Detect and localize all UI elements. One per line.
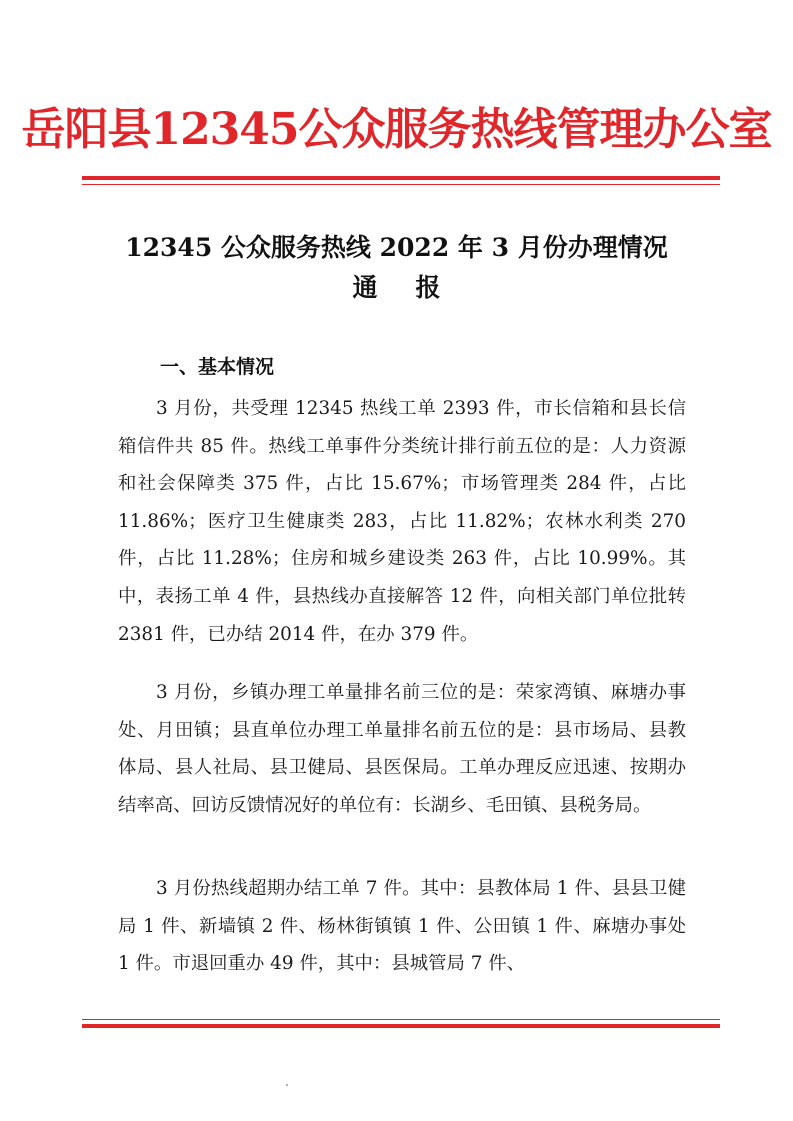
page-mark	[286, 1084, 288, 1086]
footer-rule-thin	[82, 1019, 720, 1020]
header-rule-thick	[82, 176, 720, 180]
header-rule-thin	[82, 184, 720, 185]
paragraph-unit-ranking: 3 月份，乡镇办理工单量排名前三位的是：荣家湾镇、麻塘办事处、月田镇；县直单位办理工单量排名前五位的是：县市场局、县教体局、县人社局、县卫健局、县医保局。工单办理反应迅速、按期办结率高、回访反馈情况好的单位有：长湖乡、毛田镇、县税务局。	[118, 682, 686, 816]
footer-rule-thick	[82, 1024, 720, 1028]
paragraph-overdue-orders: 3 月份热线超期办结工单 7 件。其中：县教体局 1 件、县县卫健局 1 件、新墙镇 2 件、杨林街镇镇 1 件、公田镇 1 件、麻塘办事处 1 件。市退回重办 49 件，其中：县城管局 7 件、	[118, 878, 686, 975]
document-title-notice: 通报	[352, 273, 479, 302]
document-title: 12345 公众服务热线 2022 年 3 月份办理情况	[125, 233, 668, 262]
org-header-title: 岳阳县12345公众服务热线管理办公室	[21, 104, 772, 155]
section-heading-basic-info: 一、基本情况	[160, 356, 275, 378]
paragraph-workorder-stats: 3 月份，共受理 12345 热线工单 2393 件，市长信箱和县长信箱信件共 85 件。热线工单事件分类统计排行前五位的是：人力资源和社会保障类 375 件，占比 15.67%；市场管理类 284 件，占比 11.86%；医疗卫生健康类 283，占比 11.82%；农林水利类 270 件，占比 11.28%；住房和城乡建设类 263 件，占比 10.99%。其中，表扬工单 4 件，县热线办直接解答 12 件，向相关部门单位批转 2381 件，已办结 2014 件，在办 379 件。	[118, 398, 686, 645]
